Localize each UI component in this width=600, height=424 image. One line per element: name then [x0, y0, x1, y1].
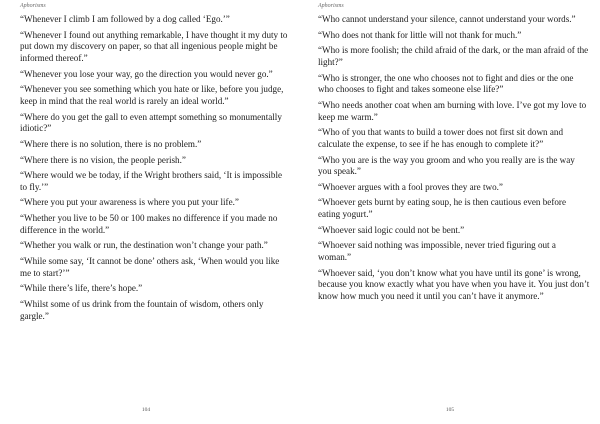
quote: “Where there is no solution, there is no problem.” [20, 138, 202, 149]
quote-list [20, 14, 288, 326]
quote: “Who is stronger, the one who chooses not to fight and dies or the one who chooses to fight and takes someone else life?” [318, 72, 574, 95]
quote: “Who needs another coat when am burning with love. I’ve got my love to keep me warm.” [318, 99, 587, 122]
quote: “Who of you that wants to build a tower does not first sit down and calculate the expense, to see if he has enough to complete it?” [318, 127, 563, 149]
quote: “Who you are is the way you groom and who you really are is the way you speak.” [318, 154, 575, 177]
quote: “Who cannot understand your silence, cannot understand your words.” [318, 14, 576, 24]
quote: “Whoever argues with a fool proves they are two.” [318, 181, 503, 192]
quote: “Whether you walk or run, the destination won’t change your path.” [20, 240, 268, 251]
running-header: Aphorisms [20, 3, 46, 9]
quote: “Where do you get the gall to even attempt something so monumentally idiotic?” [20, 111, 282, 134]
quote: “While some say, ‘It cannot be done’ others ask, ‘When would you like me to start?’” [20, 256, 280, 278]
quote: “Whoever gets burnt by eating soup, he is then cautious even before eating yogurt.” [318, 197, 566, 220]
quote: “Whoever said logic could not be bent.” [318, 224, 465, 235]
running-header: Aphorisms [318, 3, 344, 9]
quote: “Whether you live to be 50 or 100 makes no difference if you made no difference in the world.” [20, 213, 278, 235]
quote: “While there’s life, there’s hope.” [20, 283, 143, 294]
quote-list [318, 14, 590, 307]
page-number: 104 [141, 407, 151, 413]
quote: “Where you put your awareness is where you put your life.” [20, 197, 239, 208]
quote: “Whenever I found out anything remarkable, I have thought it my duty to put down my discovery on paper, so that all ingenious people might be informed thereof.” [20, 29, 288, 63]
quote: “Whenever you lose your way, go the direction you would never go.” [20, 68, 273, 79]
quote: “Whenever I climb I am followed by a dog called ‘Ego.’” [20, 14, 230, 24]
quote: “Whenever you see something which you hate or like, before you judge, keep in mind that the real world is rarely an ideal world.” [20, 84, 284, 106]
page-number: 105 [445, 407, 455, 413]
quote: “Whilst some of us drink from the fountain of wisdom, others only gargle.” [20, 299, 264, 321]
quote: “Where would we be today, if the Wright brothers said, ‘It is impossible to fly.’” [20, 170, 283, 192]
quote: “Whoever said, ‘you don’t know what you have until its gone’ is wrong, because you know exactly what you have when you have it. You just don’t know how much you need it until you can’t have it anymore.” [318, 267, 590, 301]
quote: “Who does not thank for little will not thank for much.” [318, 29, 522, 40]
quote: “Who is more foolish; the child afraid of the dark, or the man afraid of the light?” [318, 45, 589, 67]
quote: “Whoever said nothing was impossible, never tried figuring out a woman.” [318, 240, 556, 263]
right-page [300, 0, 600, 424]
quote: “Where there is no vision, the people perish.” [20, 154, 186, 165]
